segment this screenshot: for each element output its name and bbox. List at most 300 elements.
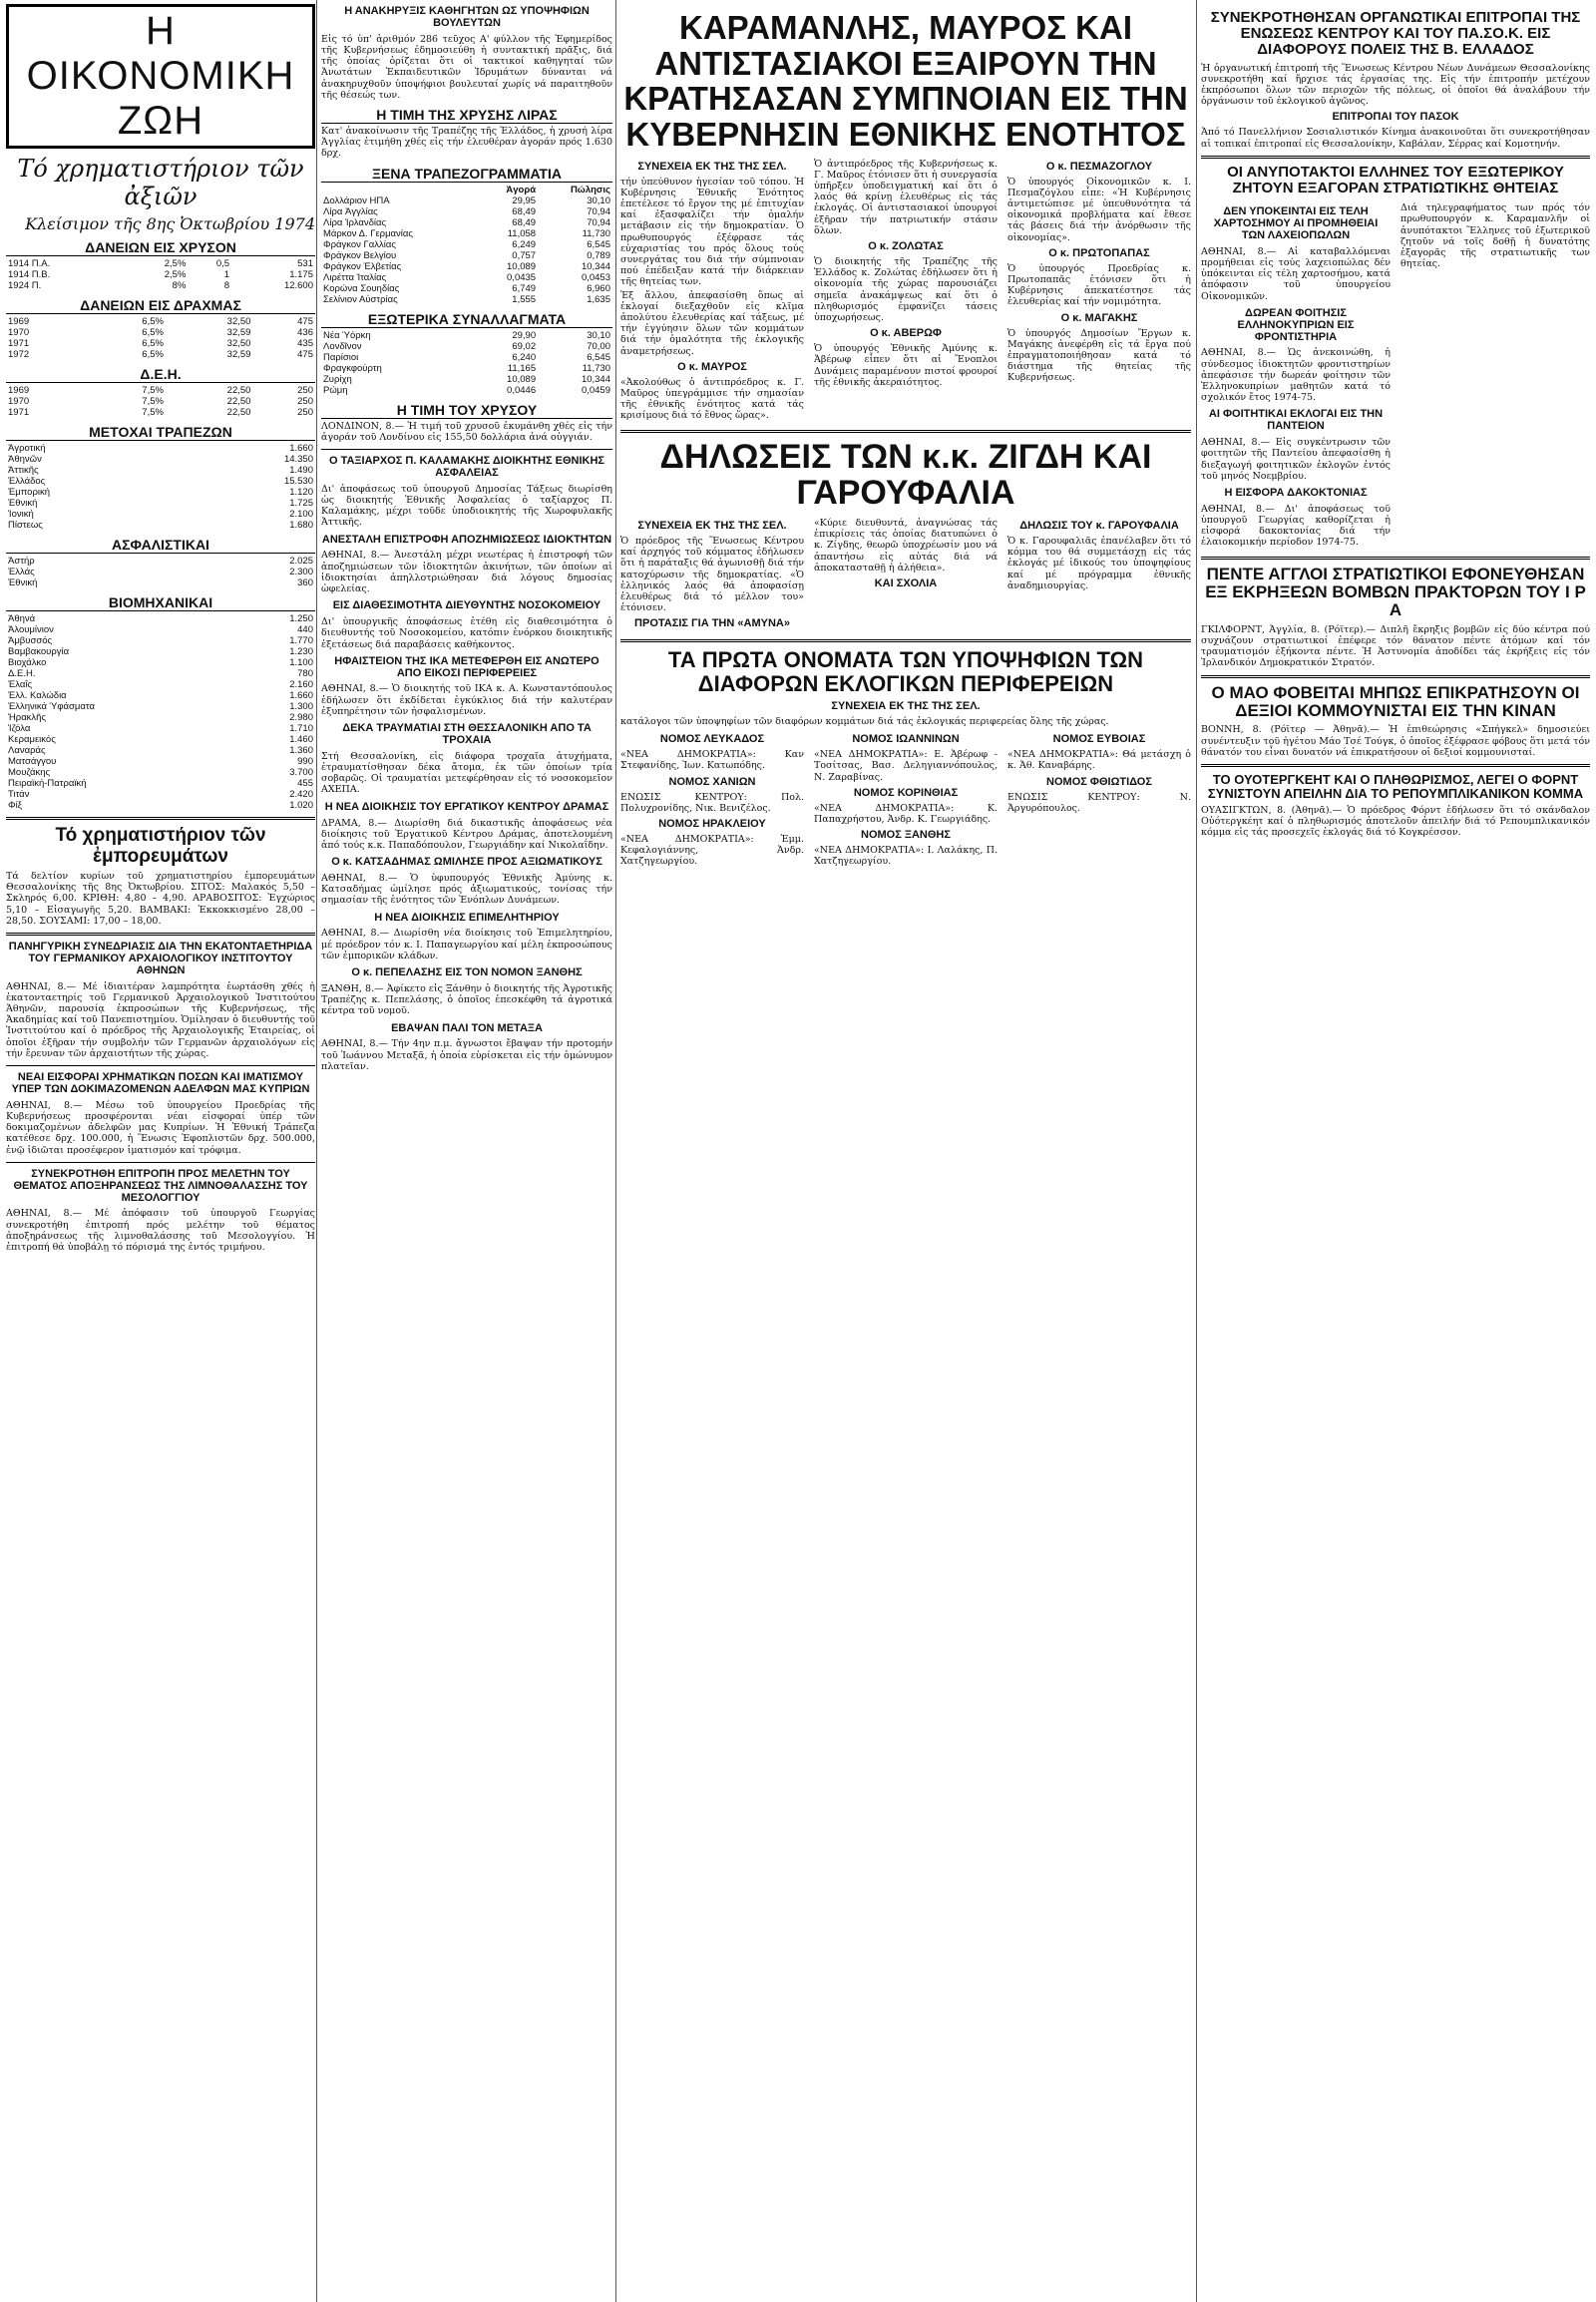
quote-row [6, 734, 315, 745]
news-briefs-column [321, 0, 612, 2302]
article-body: ΑΘΗΝΑΙ, 8.— Τήν 4ην π.μ. ἄγνωστοι ἔβαψαν τήν προτομήν τοῦ Ἰωάννου Μεταξᾶ, ἡ ὁποία εὑρίσκεται εἰς τήν ὁμώνυμον πλατεῖαν. [321, 1038, 612, 1072]
quote-row [6, 327, 315, 338]
article-body: Δι' ὑπουργικῆς ἀποφάσεως ἐτέθη εἰς διαθεσιμότητα ὁ διευθυντής τοῦ Νοσοκομείου, κατόπιν ἐνόρκου διοικητικῆς ἐξετάσεως διά παραβάσεις καθήκοντος. [321, 616, 612, 650]
table-cell: 6,545 [587, 351, 610, 363]
candidates-subcolumn [814, 729, 998, 869]
table-cell: Ἀλουμίνιον [8, 624, 54, 635]
column-separator [615, 0, 616, 2302]
article-body: ΑΘΗΝΑΙ, 8.— Ὡς ἀνεκοινώθη, ἡ σύνδεσμος ἰδιοκτητῶν φροντιστηρίων ἀπεφάσισε τήν δωρεάν φοίτησιν τῶν Ἑλληνοκυπρίων μαθητῶν κατά τό σχολικόν ἔτος 1974-75. [1201, 347, 1391, 404]
rate-row [321, 250, 612, 261]
table-cell: 455 [297, 778, 313, 789]
quote-row [6, 258, 315, 269]
table-cell: 22,50 [226, 396, 251, 407]
table-cell: 32,50 [226, 316, 251, 327]
article-headline: ΟΙ ΑΝΥΠΟΤΑΚΤΟΙ ΕΛΛΗΝΕΣ ΤΟΥ ΕΞΩΤΕΡΙΚΟΥ ΖΗΤΟΥΝ ΕΞΑΓΟΡΑΝ ΣΤΡΑΤΙΩΤΙΚΗΣ ΘΗΤΕΙΑΣ [1227, 163, 1564, 196]
quote-row [6, 756, 315, 767]
table-cell: Ἑλλ. Καλώδια [8, 690, 67, 701]
table-cell: 0,0435 [507, 271, 537, 283]
table-cell: 6,960 [587, 282, 610, 294]
candidates-headline: ΤΑ ΠΡΩΤΑ ΟΝΟΜΑΤΑ ΤΩΝ ΥΠΟΨΗΦΙΩΝ ΤΩΝ ΔΙΑΦΟΡΩΝ ΕΚΛΟΓΙΚΩΝ ΠΕΡΙΦΕΡΕΙΩΝ [667, 647, 1144, 697]
article-body: Ὁ ἀντιπρόεδρος τῆς Κυβερνήσεως κ. Γ. Μαῦρος ἐτόνισεν ὅτι ἡ συνεργασία ὑπῆρξεν ὑποδειγματική καί ὅτι ὁ λαός θά κρίνῃ ἐλευθέρως εἰς τάς ἐκλογάς. Οἱ ἀντιστασιακοί ὑπουργοί ἐξῆραν τήν πατριωτικήν στάσιν ὅλων. [814, 158, 998, 236]
article-headline: ΣΥΝΕΚΡΟΤΗΘΗΣΑΝ ΟΡΓΑΝΩΤΙΚΑΙ ΕΠΙΤΡΟΠΑΙ ΤΗΣ ΕΝΩΣΕΩΣ ΚΕΝΤΡΟΥ ΚΑΙ ΤΟΥ ΠΑ.ΣΟ.Κ. ΕΙΣ ΔΙΑΦΟΡΟΥΣ ΠΟΛΕΙΣ ΤΗΣ Β. ΕΛΛΑΔΟΣ [1210, 9, 1581, 59]
masthead-title: Η ΟΙΚΟΝΟΜΙΚΗ ΖΩΗ [6, 4, 315, 149]
table-cell: 1.660 [289, 690, 313, 701]
rate-row [321, 294, 612, 305]
continuation-label: ΣΥΝΕΧΕΙΑ ΕΚ ΤΗΣ ΤΗΣ ΣΕΛ. [831, 699, 981, 712]
table-cell: 0,0459 [581, 384, 610, 396]
gold-price-heading: Η ΤΙΜΗ ΤΟΥ ΧΡΥΣΟΥ [321, 402, 612, 419]
table-cell: 6,5% [142, 349, 164, 360]
table-cell: 10,344 [581, 260, 610, 272]
table-cell: Ἀθηνῶν [8, 454, 42, 465]
quote-row [6, 407, 315, 418]
table-cell: Μάρκον Δ. Γερμανίας [323, 227, 413, 239]
table-cell: 1.710 [289, 723, 313, 734]
table-cell: Δ.Ε.Η. [8, 668, 36, 679]
article-body: Ὁ κ. Γαρουφαλιᾶς ἐπανέλαβεν ὅτι τό κόμμα του θά συμμετάσχῃ εἰς τάς ἐκλογάς μέ ἰδικούς του ὑποψηφίους καί μέ πρόγραμμα ἐθνικῆς ἀναδημιουργίας. [1007, 536, 1191, 591]
candidate-list-text: ΕΝΩΣΙΣ ΚΕΝΤΡΟΥ: Ν. Ἀργυρόπουλος. [1007, 791, 1191, 814]
industrial-heading: ΒΙΟΜΗΧΑΝΙΚΑΙ [6, 594, 315, 611]
table-cell: 2,5% [164, 269, 187, 280]
table-cell: 2.420 [289, 789, 313, 800]
table-cell: 32,59 [226, 327, 251, 338]
banknotes-table [321, 185, 612, 305]
table-cell: Φίξ [8, 800, 22, 811]
table-cell: Ἰονική [8, 509, 34, 520]
table-cell: 11,058 [507, 227, 537, 239]
continuation-label: ΣΥΝΕΧΕΙΑ ΕΚ ΤΗΣ ΤΗΣ ΣΕΛ. [637, 520, 787, 532]
rate-row [321, 217, 612, 228]
table-cell: 0,5 [215, 258, 230, 269]
table-cell: 1,635 [587, 293, 610, 305]
table-cell: 2.160 [289, 679, 313, 690]
article-body: Διά τηλεγραφήματος των πρός τόν πρωθυπουργόν κ. Καραμανλῆν οἱ ἀνυπότακτοι Ἕλληνες τοῦ ἐξωτερικοῦ ζητοῦν νά τοῖς δοθῇ ἡ δυνατότης ἐξαγορᾶς τῆς στρατιωτικῆς των θητείας. [1400, 202, 1590, 270]
drachma-table [6, 316, 315, 360]
quote-row [6, 520, 315, 531]
divider [620, 430, 1191, 433]
stock-market-column [6, 0, 315, 2302]
table-cell: 1969 [8, 385, 30, 396]
table-cell: 2.025 [289, 556, 313, 567]
article-headline: ΑΝΕΣΤΑΛΗ ΕΠΙΣΤΡΟΦΗ ΑΠΟΖΗΜΙΩΣΕΩΣ ΙΔΙΟΚΤΗΤΩΝ [321, 533, 612, 546]
table-cell: Λαναράς [8, 745, 46, 756]
table-cell: 22,50 [226, 385, 251, 396]
rate-row [321, 352, 612, 363]
banks-heading: ΜΕΤΟΧΑΙ ΤΡΑΠΕΖΩΝ [6, 424, 315, 441]
table-cell: 7,5% [142, 385, 164, 396]
masthead-date: Κλείσιμον τῆς 8ης Ὀκτωβρίου 1974 [25, 214, 315, 233]
table-cell: Ἀττικῆς [8, 465, 39, 476]
article-headline: Η ΝΕΑ ΔΙΟΙΚΗΣΙΣ ΕΠΙΜΕΛΗΤΗΡΙΟΥ [374, 911, 560, 924]
article-headline: ΔΕΚΑ ΤΡΑΥΜΑΤΙΑΙ ΣΤΗ ΘΕΣΣΑΛΟΝΙΚΗ ΑΠΟ ΤΑ ΤΡΟΧΑΙΑ [342, 722, 592, 746]
banknotes-heading: ΞΕΝΑ ΤΡΑΠΕΖΟΓΡΑΜΜΑΤΙΑ [321, 166, 612, 183]
table-cell: Μουζάκης [8, 767, 51, 778]
rate-row [321, 272, 612, 283]
quote-row [6, 577, 315, 588]
article-headline: ΣΥΝΕΚΡΟΤΗΘΗ ΕΠΙΤΡΟΠΗ ΠΡΟΣ ΜΕΛΕΤΗΝ ΤΟΥ ΘΕΜΑΤΟΣ ΑΠΟΞΗΡΑΝΣΕΩΣ ΤΗΣ ΛΙΜΝΟΘΑΛΑΣΣΗΣ ΤΟΥ ΜΕΣΟΛΟΓΓΙΟΥ [13, 1167, 308, 1204]
article-body: ΑΘΗΝΑΙ, 8.— Μέσω τοῦ ὑπουργείου Προεδρίας τῆς Κυβερνήσεως προσφέρονται νέαι εἰσφοραί ὑπέρ τῶν δοκιμαζομένων ἀδελφῶν μας Κυπρίων. Ἡ Ἐθνική Τράπεζα κατέθεσε δρχ. 100.000, ἡ Ἕνωσις Ἐφοπλιστῶν δρχ. 500.000, ἐνῷ ἰδιῶται προσέφερον ἱματισμόν καί τρόφιμα. [6, 1099, 315, 1156]
table-cell: 1.100 [289, 657, 313, 668]
table-cell: 1970 [8, 396, 30, 407]
table-cell: 7,5% [142, 396, 164, 407]
quote-row [6, 487, 315, 498]
industrial-table [6, 613, 315, 811]
article-body: Ἡ ὀργανωτική ἐπιτροπή τῆς Ἕνωσεως Κέντρου Νέων Δυνάμεων Θεσσαλονίκης συνεκροτήθη καί ἤρχισε τάς ἐργασίας της. Εἰς τήν ἐπιτροπήν μετέχουν ἐκπρόσωποι ὅλων τῶν περιοχῶν τῆς πόλεως, οἱ ὁποῖοι θά ἀναλάβουν τήν ὀργάνωσιν τοῦ ἐκλογικοῦ ἀγῶνος. [1201, 62, 1590, 108]
article-headline: ΕΙΣ ΔΙΑΘΕΣΙΜΟΤΗΤΑ ΔΙΕΥΘΥΝΤΗΣ ΝΟΣΟΚΟΜΕΙΟΥ [332, 599, 601, 612]
world-news-column [1201, 0, 1590, 2302]
rate-row [321, 239, 612, 250]
table-cell: 15.530 [283, 476, 313, 487]
table-cell: 10,089 [507, 373, 537, 385]
article-body: ΑΘΗΝΑΙ, 8.— Ὁ διοικητής τοῦ ΙΚΑ κ. Α. Κωνσταντόπουλος ἐδήλωσεν ὅτι ἐκδίδεται ἐγκύκλιος διά τήν καλυτέραν ἐξυπηρέτησιν τῶν ἠσφαλισμένων. [321, 683, 612, 717]
article-body: ΑΘΗΝΑΙ, 8.— Ἀνεστάλη μέχρι νεωτέρας ἡ ἐπιστροφή τῶν ἀποζημιώσεων τῶν ἰδιοκτητῶν ἀκινήτων, τῶν ὁποίων αἱ ἰδιοκτησίαι ἀπηλλοτριώθησαν διά λόγους δημοσίας ὠφελείας. [321, 550, 612, 595]
table-cell: 68,49 [512, 205, 537, 217]
table-cell: Παρίσιοι [323, 351, 359, 363]
table-cell: Λίρα Ἀγγλίας [323, 205, 378, 217]
table-cell: 440 [297, 624, 313, 635]
masthead-subtitle: Τό χρηματιστήριον τῶν ἀξιῶν [17, 155, 304, 210]
table-cell: 14.350 [283, 454, 313, 465]
article-headline: ΤΟ ΟΥΟΤΕΡΓΚΕΗΤ ΚΑΙ Ο ΠΛΗΘΩΡΙΣΜΟΣ, ΛΕΓΕΙ Ο ΦΟΡΝΤ ΣΥΝΙΣΤΟΥΝ ΑΠΕΙΛΗΝ ΔΙΑ ΤΟ ΡΕΠΟΥΜΠΛΙΚΑΝΙΚΟΝ ΚΟΜΜΑ [1207, 771, 1584, 801]
candidate-list-text: «ΝΕΑ ΔΗΜΟΚΡΑΤΙΑ»: Ἐμμ. Κεφαλογιάννης, Ἀνδρ. Χατζηγεωργίου. [620, 833, 804, 868]
insurance-table [6, 556, 315, 588]
article-body: Ὁ ὑπουργός Δημοσίων Ἔργων κ. Μαγάκης ἀνεφέρθη εἰς τά ἔργα πού ἐπραγματοποιήθησαν κατά τό διάστημα τῆς θητείας τῆς Κυβερνήσεως. [1007, 327, 1191, 384]
divider [6, 933, 315, 936]
rate-row [321, 195, 612, 206]
divider [1201, 675, 1590, 678]
rate-row [321, 330, 612, 341]
table-cell: Λίρα Ἰρλανδίας [323, 216, 387, 228]
table-cell: 1.460 [289, 734, 313, 745]
drachma-heading: ΔΑΝΕΙΩΝ ΕΙΣ ΔΡΑΧΜΑΣ [6, 297, 315, 314]
table-cell: 435 [297, 338, 313, 349]
article-body: ΑΘΗΝΑΙ, 8.— Διωρίσθη νέα διοίκησις τοῦ Ἐπιμελητηρίου, μέ πρόεδρον τόν κ. Ι. Παπαγεωργίου καί μέλη ἐκπροσώπους τῶν ἐμπορικῶν κλάδων. [321, 928, 612, 961]
table-cell: 2,5% [164, 258, 187, 269]
table-cell: Κορώνα Σουηδίας [323, 282, 400, 294]
article-body: Ὁ ὑπουργός Οἰκονομικῶν κ. Ι. Πεσμαζόγλου εἶπε: «Ἡ Κυβέρνησις ἀντιμετώπισε μέ ὑπευθυνότητα τά οἰκονομικά προβλήματα καί ἔθεσε τάς βάσεις διά τήν ἀνόρθωσιν τῆς οἰκονομίας». [1007, 176, 1191, 243]
quote-row [6, 269, 315, 280]
statements-article [620, 516, 1191, 633]
subheading: ΠΡΟΤΑΣΙΣ ΓΙΑ ΤΗΝ «ΑΜΥΝΑ» [634, 617, 790, 630]
table-cell: 12.600 [283, 280, 313, 291]
article-body: Στή Θεσσαλονίκη, εἰς διάφορα τροχαῖα ἀτυχήματα, ἐτραυματίσθησαν δέκα ἄτομα, ἐκ τῶν ὁποίων τρία σοβαρῶς. Οἱ τραυματίαι μετεφέρθησαν εἰς τό νοσοκομεῖον ΑΧΕΠΑ. [321, 750, 612, 796]
article-headline: Ο κ. ΠΕΠΕΛΑΣΗΣ ΕΙΣ ΤΟΝ ΝΟΜΟΝ ΞΑΝΘΗΣ [351, 966, 583, 979]
table-cell: Ἑλλάς [8, 567, 35, 577]
table-cell: 6,249 [512, 238, 537, 250]
table-cell: 1.120 [289, 487, 313, 498]
foreign-exchange-table [321, 330, 612, 396]
prefecture-name: ΝΟΜΟΣ ΞΑΝΘΗΣ [861, 829, 951, 842]
table-cell: 30,10 [587, 329, 610, 341]
quote-row [6, 745, 315, 756]
article-body: ΑΘΗΝΑΙ, 8.— Δι' ἀποφάσεως τοῦ ὑπουργοῦ Γεωργίας καθορίζεται ἡ εἰσφορά δακοκτονίας διά τήν ἐλαιοκομικήν περίοδον 1974-75. [1201, 503, 1391, 549]
article-headline: ΝΕΑΙ ΕΙΣΦΟΡΑΙ ΧΡΗΜΑΤΙΚΩΝ ΠΟΣΩΝ ΚΑΙ ΙΜΑΤΙΣΜΟΥ ΥΠΕΡ ΤΩΝ ΔΟΚΙΜΑΖΟΜΕΝΩΝ ΑΔΕΛΦΩΝ ΜΑΣ ΚΥΠΡΙΩΝ [11, 1071, 310, 1095]
prefecture-name: ΝΟΜΟΣ ΚΟΡΙΝΘΙΑΣ [853, 786, 959, 799]
prefecture-name: ΝΟΜΟΣ ΕΥΒΟΙΑΣ [1052, 733, 1146, 746]
table-cell: Βιοχάλκο [8, 657, 47, 668]
article-headline: Η ΑΝΑΚΗΡΥΞΙΣ ΚΑΘΗΓΗΤΩΝ ΩΣ ΥΠΟΨΗΦΙΩΝ ΒΟΥΛΕΥΤΩΝ [344, 5, 590, 29]
article-body: ΑΘΗΝΑΙ, 8.— Μέ ἀπόφασιν τοῦ ὑπουργοῦ Γεωργίας συνεκροτήθη ἐπιτροπή πρός μελέτην τοῦ θέματος ἀποξηράνσεως τῆς λιμνοθαλάσσης τοῦ Μεσολογγίου. Ἡ ἐπιτροπή θά ὑποβάλῃ τό πόρισμά της ἐντός τριμήνου. [6, 1208, 315, 1254]
article-headline: Η ΕΙΣΦΟΡΑ ΔΑΚΟΚΤΟΝΙΑΣ [1224, 487, 1368, 499]
table-cell: 2.300 [289, 567, 313, 577]
subheading: ΔΗΛΩΣΙΣ ΤΟΥ κ. ΓΑΡΟΥΦΑΛΙΑ [1019, 520, 1179, 532]
article-headline: Η ΝΕΑ ΔΙΟΙΚΗΣΙΣ ΤΟΥ ΕΡΓΑΤΙΚΟΥ ΚΕΝΤΡΟΥ ΔΡΑΜΑΣ [324, 800, 609, 813]
table-cell: 2.100 [289, 509, 313, 520]
table-cell: 0,757 [512, 249, 537, 261]
table-cell: 29,95 [512, 194, 537, 206]
table-cell: 11,730 [582, 362, 610, 374]
table-cell: 70,94 [587, 205, 610, 217]
subheading: Ο κ. ΜΑΥΡΟΣ [677, 360, 747, 373]
table-cell: Ματσάγγου [8, 756, 57, 767]
loans-heading: ΔΑΝΕΙΩΝ ΕΙΣ ΧΡΥΣΟΝ [6, 239, 315, 256]
rate-row [321, 228, 612, 239]
gold-sovereign-heading: Η ΤΙΜΗ ΤΗΣ ΧΡΥΣΗΣ ΛΙΡΑΣ [321, 107, 612, 124]
main-news-column [620, 0, 1191, 2302]
table-cell: 1924 Π. [8, 280, 42, 291]
table-cell: Ἀγροτική [8, 443, 46, 454]
quote-row [6, 465, 315, 476]
article-body: Ὁ ὑπουργός Προεδρίας κ. Πρωτοπαπᾶς ἐτόνισεν ὅτι ἡ Κυβέρνησις ἀπεκατέστησε τάς ἐλευθερίας καί τήν νομιμότητα. [1007, 262, 1191, 308]
table-cell: 6,5% [142, 327, 164, 338]
table-cell: Τιτάν [8, 789, 30, 800]
quote-row [6, 800, 315, 811]
table-cell: 250 [297, 385, 313, 396]
table-cell: 10,344 [581, 373, 610, 385]
table-cell: Φραγκφούρτη [323, 362, 382, 374]
article-headline: ΑΙ ΦΟΙΤΗΤΙΚΑΙ ΕΚΛΟΓΑΙ ΕΙΣ ΤΗΝ ΠΑΝΤΕΙΟΝ [1208, 408, 1384, 433]
table-cell: 3.700 [289, 767, 313, 778]
table-cell: 6,749 [512, 282, 537, 294]
rate-row [321, 363, 612, 374]
table-cell: 1972 [8, 349, 30, 360]
goods-text: Τά δελτίον κυρίων τοῦ χρηματιστηρίου ἐμπορευμάτων Θεσσαλονίκης τῆς 8ης Ὀκτωβρίου. ΣΙΤΟΣ: Μαλακός 5,50 – Σκληρός 6,00. ΚΡΙΘΗ: 4,80 – 4,90. ΑΡΑΒΟΣΙΤΟΣ: Ἐγχώριος 5,10 – Εἰσαγωγῆς 5,20. ΒΑΜΒΑΚΙ: Ἐκκοκκισμένο 28,00 – 28,50. ΣΟΥΣΑΜΙ: 17,00 – 18,00. [6, 871, 315, 927]
table-cell: Φράγκον Γαλλίας [323, 238, 396, 250]
quote-row [6, 476, 315, 487]
table-cell: 1.020 [289, 800, 313, 811]
table-cell: 22,50 [226, 407, 251, 418]
lead-article [620, 157, 1191, 424]
table-cell: 1.360 [289, 745, 313, 756]
candidates-subcolumn [620, 729, 804, 869]
article-body: Ὁ ὑπουργός Ἐθνικῆς Ἀμύνης κ. Ἀβέρωφ εἶπεν ὅτι αἱ Ἔνοπλοι Δυνάμεις παραμένουν πιστοί φρουροί τῆς ἐθνικῆς ἀκεραιότητος. [814, 343, 998, 388]
table-cell: 1.660 [289, 443, 313, 454]
article-headline: ΔΩΡΕΑΝ ΦΟΙΤΗΣΙΣ ΕΛΛΗΝΟΚΥΠΡΙΩΝ ΕΙΣ ΦΡΟΝΤΙΣΤΗΡΙΑ [1237, 306, 1355, 343]
quote-row [6, 509, 315, 520]
quote-row [6, 316, 315, 327]
table-cell: 0,789 [587, 249, 610, 261]
table-cell: 1971 [8, 338, 30, 349]
prefecture-name: ΝΟΜΟΣ ΦΘΙΩΤΙΔΟΣ [1046, 775, 1152, 788]
table-cell: 990 [297, 756, 313, 767]
table-cell: 32,59 [226, 349, 251, 360]
subheading: Ο κ. ΖΟΛΩΤΑΣ [868, 239, 944, 252]
divider [6, 817, 315, 820]
article-headline: Ο ΜΑΟ ΦΟΒΕΙΤΑΙ ΜΗΠΩΣ ΕΠΙΚΡΑΤΗΣΟΥΝ ΟΙ ΔΕΞΙΟΙ ΚΟΜΜΟΥΝΙΣΤΑΙ ΕΙΣ ΤΗΝ ΚΙΝΑΝ [1211, 682, 1580, 720]
divider [321, 449, 612, 450]
table-cell: Λονδῖνον [323, 340, 362, 352]
table-cell: Νέα Ὑόρκη [323, 329, 371, 341]
quote-row [6, 635, 315, 646]
table-cell: 1.770 [289, 635, 313, 646]
table-cell: 2.980 [289, 712, 313, 723]
table-cell: 70,94 [587, 216, 610, 228]
table-cell: 1.490 [289, 465, 313, 476]
table-cell: 1971 [8, 407, 30, 418]
table-cell: 1.680 [289, 520, 313, 531]
table-cell: Φράγκον Βελγίου [323, 249, 397, 261]
article-headline: Ο ΤΑΞΙΑΡΧΟΣ Π. ΚΑΛΑΜΑΚΗΣ ΔΙΟΙΚΗΤΗΣ ΕΘΝΙΚΗΣ ΑΣΦΑΛΕΙΑΣ [328, 454, 605, 479]
article-headline: ΔΕΝ ΥΠΟΚΕΙΝΤΑΙ ΕΙΣ ΤΕΛΗ ΧΑΡΤΟΣΗΜΟΥ ΑΙ ΠΡΟΜΗΘΕΙΑΙ ΤΩΝ ΛΑΧΕΙΟΠΩΛΩΝ [1213, 205, 1379, 241]
candidate-list-text: «ΝΕΑ ΔΗΜΟΚΡΑΤΙΑ»: Ι. Λαλάκης, Π. Χατζηγεωργίου. [814, 845, 998, 868]
quote-row [6, 701, 315, 712]
candidate-list-text: «ΝΕΑ ΔΗΜΟΚΡΑΤΙΑ»: Κ. Παπαχρήστου, Ἀνδρ. Κ. Γεωργιάδης. [814, 802, 998, 825]
article-headline: ΗΦΑΙΣΤΕΙΟΝ ΤΗΣ ΙΚΑ ΜΕΤΕΦΕΡΘΗ ΕΙΣ ΑΝΩΤΕΡΟ ΑΠΟ ΕΙΚΟΣΙ ΠΕΡΙΦΕΡΕΙΕΣ [334, 654, 599, 679]
quote-row [6, 668, 315, 679]
table-cell: 1969 [8, 316, 30, 327]
table-cell: Πίστεως [8, 520, 43, 531]
divider [620, 639, 1191, 642]
rate-row [321, 283, 612, 294]
quote-row [6, 646, 315, 657]
gold-price-text: ΛΟΝΔΙΝΟΝ, 8.— Ἡ τιμή τοῦ χρυσοῦ ἐκυμάνθη χθές εἰς τήν ἀγοράν τοῦ Λονδίνου εἰς 155,50 δολλάρια ἀνά οὐγγιάν. [321, 420, 612, 443]
quote-row [6, 624, 315, 635]
quote-row [6, 556, 315, 567]
table-cell: Ἰζόλα [8, 723, 31, 734]
article-body: ΞΑΝΘΗ, 8.— Ἀφίκετο εἰς Ξάνθην ὁ διοικητής τῆς Ἀγροτικῆς Τραπέζης κ. Πεπελάσης, ὁ ὁποῖος ἐπεσκέφθη τά ἀγροτικά κέντρα τοῦ νομοῦ. [321, 982, 612, 1017]
table-cell: 11,730 [582, 227, 610, 239]
candidate-list-text: «ΝΕΑ ΔΗΜΟΚΡΑΤΙΑ»: Θά μετάσχη ὁ κ. Ἀθ. Καναβάρης. [1007, 749, 1191, 772]
table-cell: Ἐλαΐς [8, 679, 33, 690]
continuation-label: ΣΥΝΕΧΕΙΑ ΕΚ ΤΗΣ ΤΗΣ ΣΕΛ. [637, 160, 787, 173]
article-body: Ἐξ ἄλλου, ἀπεφασίσθη ὅπως αἱ ἐκλογαί διεξαχθοῦν εἰς κλῖμα ἀπολύτου ἐλευθερίας καί τάξεως, μέ τήν ἐγγύησιν ὅλων τῶν κομμάτων διά τήν ὁμαλότητα τῆς ἐκλογικῆς ἀναμετρήσεως. [620, 289, 804, 357]
subheading: Ο κ. ΜΑΓΑΚΗΣ [1060, 311, 1138, 324]
article-body: «Κύριε διευθυντά, ἀναγνώσας τάς ἐπικρίσεις τάς ὁποίας διατυπώνει ὁ κ. Ζίγδης, θεωρῶ ὑποχρέωσίν μου νά ἀπαντήσω εἰς αὐτάς διά νά ἀποκατασταθῇ ἡ ἀλήθεια». [814, 518, 998, 574]
candidates-subcolumn [1007, 729, 1191, 869]
table-cell: 436 [297, 327, 313, 338]
article-body: Ὁ διοικητής τῆς Τραπέζης τῆς Ἑλλάδος κ. Ζολώτας ἐδήλωσεν ὅτι ἡ οἰκονομία τῆς χώρας παρουσιάζει σημεῖα ἀνακάμψεως καί ὅτι ὁ πληθωρισμός ἐμφανίζει τάσεις ὑποχωρήσεως. [814, 255, 998, 323]
table-cell: 32,50 [226, 338, 251, 349]
divider [6, 1065, 315, 1066]
table-cell: 1.300 [289, 701, 313, 712]
table-cell: 70,00 [587, 340, 610, 352]
article-body: ΑΘΗΝΑΙ, 8.— Ὁ ὑφυπουργός Ἐθνικῆς Ἀμύνης κ. Κατσαδήμας ὡμίλησε πρός ἀξιωματικούς, τονίσας τήν σημασίαν τῆς ἑνότητος τῶν Ἐνόπλων Δυνάμεων. [321, 873, 612, 907]
table-cell: 68,49 [512, 216, 537, 228]
table-cell: Ἀθηνά [8, 613, 36, 624]
quote-row [6, 454, 315, 465]
article-body: Δι' ἀποφάσεως τοῦ ὑπουργοῦ Δημοσίας Τάξεως διωρίσθη ὡς διοικητής Ἐθνικῆς Ἀσφαλείας ὁ ταξίαρχος Π. Καλαμάκης, μέχρι τοῦδε ὑποδιοικητής τῆς Χωροφυλακῆς Ἀττικῆς. [321, 483, 612, 529]
prefecture-name: ΝΟΜΟΣ ΛΕΥΚΑΔΟΣ [659, 733, 765, 746]
table-header-cell: Ἀγορά [506, 184, 537, 195]
rate-row [321, 206, 612, 217]
column-separator [1196, 0, 1197, 2302]
table-cell: 1914 Π.Α. [8, 258, 51, 269]
article-body: Ὁ πρόεδρος τῆς Ἕνωσεως Κέντρου καί ἀρχηγός τοῦ κόμματος ἐδήλωσεν ὅτι ἡ παράταξις θά ἀγωνισθῇ διά τήν κατοχύρωσιν τῆς δημοκρατίας. «Ὁ ἑλληνικός λαός θά ἀποφασίσῃ ἐλευθέρως διά τό μέλλον του» ἐτόνισεν. [620, 536, 804, 614]
table-cell: 8 [223, 280, 230, 291]
table-cell: 531 [297, 258, 313, 269]
quote-row [6, 349, 315, 360]
table-cell: 6,5% [142, 316, 164, 327]
table-cell: 475 [297, 316, 313, 327]
table-cell: Λιρέττα Ἰταλίας [323, 271, 387, 283]
article-body: ΟΥΑΣΙΓΚΤΩΝ, 8. (Ἀθηνᾶ).— Ὁ πρόεδρος Φόρντ ἐδήλωσεν ὅτι τό σκάνδαλον Οὐότεργκέητ καί ὁ πληθωρισμός ἀποτελοῦν ἀπειλήν διά τό Ρεπουμπλικανικόν κόμμα εἰς τάς προσεχεῖς ἐκλογάς διά τό Κογκρέσσον. [1201, 804, 1590, 839]
candidate-list-text: «ΝΕΑ ΔΗΜΟΚΡΑΤΙΑ»: Καν Στεφανίδης, Ἰων. Κατωπόδης. [620, 749, 804, 772]
table-cell: 69,02 [512, 340, 537, 352]
table-header-row [321, 185, 612, 195]
table-cell: Ζυρίχη [323, 373, 352, 385]
table-cell: 30,10 [587, 194, 610, 206]
quote-row [6, 712, 315, 723]
article-headline: ΕΒΑΨΑΝ ΠΑΛΙ ΤΟΝ ΜΕΤΑΞΑ [391, 1021, 543, 1034]
article-body: ΔΡΑΜΑ, 8.— Διωρίσθη διά δικαστικῆς ἀποφάσεως νέα διοίκησις τοῦ Ἐργατικοῦ Κέντρου Δράμας, ἀποτελουμένη ἀπό τούς κ.κ. Παπαδόπουλον, Γεωργιάδην καί Νικολαΐδην. [321, 817, 612, 851]
quote-row [6, 679, 315, 690]
table-cell: Βαμβακουργία [8, 646, 70, 657]
table-cell: Πειραϊκή-Πατραϊκή [8, 778, 87, 789]
table-cell: 360 [297, 577, 313, 588]
subheading: ΚΑΙ ΣΧΟΛΙΑ [874, 577, 938, 590]
lead-headline: ΚΑΡΑΜΑΝΛΗΣ, ΜΑΥΡΟΣ ΚΑΙ ΑΝΤΙΣΤΑΣΙΑΚΟΙ ΕΞΑΙΡΟΥΝ ΤΗΝ ΚΡΑΤΗΣΑΣΑΝ ΣΥΜΠΝΟΙΑΝ ΕΙΣ ΤΗΝ ΚΥΒΕΡΝΗΣΙΝ ΕΘΝΙΚΗΣ ΕΝΟΤΗΤΟΣ [623, 9, 1188, 153]
table-header-cell: Πώλησις [570, 184, 610, 195]
article-body: τήν ὑπεύθυνον ἡγεσίαν τοῦ τόπου. Ἡ Κυβέρνησις Ἐθνικῆς Ἑνότητος ἐπετέλεσε τό ἔργον της μέ ἐπιτυχίαν καί ἐξασφαλίζει τήν ὁμαλήν μετάβασιν εἰς τήν δημοκρατίαν. Ὁ πρωθυπουργός ἐξέφρασε τάς εὐχαριστίας του πρός ὅλους τούς συνεργάτας του διά τήν σύμπνοιαν πού ἐπέδειξαν κατά τήν διάρκειαν τῆς θητείας των. [620, 176, 804, 288]
table-cell: Ἐθνική [8, 498, 38, 509]
candidate-list-text: ΕΝΩΣΙΣ ΚΕΝΤΡΟΥ: Πολ. Πολυχρονίδης, Νικ. Βενιζέλος. [620, 791, 804, 814]
table-cell: 11,165 [507, 362, 537, 374]
quote-row [6, 338, 315, 349]
table-cell: Ἀστήρ [8, 556, 35, 567]
statements-headline: ΔΗΛΩΣΕΙΣ ΤΩΝ κ.κ. ΖΙΓΔΗ ΚΑΙ ΓΑΡΟΥΦΑΛΙΑ [659, 437, 1152, 513]
quote-row [6, 280, 315, 291]
subheading: Ο κ. ΑΒΕΡΩΦ [870, 327, 942, 340]
table-cell: 8% [172, 280, 187, 291]
divider [6, 1162, 315, 1163]
article-headline: ΠΑΝΗΓΥΡΙΚΗ ΣΥΝΕΔΡΙΑΣΙΣ ΔΙΑ ΤΗΝ ΕΚΑΤΟΝΤΑΕΤΗΡΙΔΑ ΤΟΥ ΓΕΡΜΑΝΙΚΟΥ ΑΡΧΑΙΟΛΟΓΙΚΟΥ ΙΝΣΤΙΤΟΥΤΟΥ ΑΘΗΝΩΝ [8, 941, 313, 976]
prefecture-name: ΝΟΜΟΣ ΗΡΑΚΛΕΙΟΥ [658, 817, 766, 830]
goods-heading: Τό χρηματιστήριον τῶν ἐμπορευμάτων [55, 825, 266, 867]
rate-row [321, 261, 612, 272]
article-body: ΒΟΝΝΗ, 8. (Ρόϊτερ — Ἀθηνᾶ).— Ἡ ἐπιθεώρησις «Σπήγκελ» δημοσιεύει συνέντευξιν τοῦ ἡγέτου Μάο Τσέ Τούγκ, ὁ ὁποῖος ἐξέφρασε φόβους ὅτι μετά τόν θάνατόν του εἶναι δυνατόν νά ἐπικρατήσουν οἱ δεξιοί κομμουνισταί. [1201, 724, 1590, 758]
article-body: ΑΘΗΝΑΙ, 8.— Αἱ καταβαλλόμεναι προμήθειαι εἰς τούς λαχειοπώλας δέν ὑπόκεινται εἰς τέλη χαρτοσήμου, κατά ἀπόφασιν τοῦ ὑπουργείου Οἰκονομικῶν. [1201, 245, 1391, 302]
table-header-cell [321, 185, 481, 195]
table-cell: 6,240 [512, 351, 537, 363]
table-cell: 1914 Π.Β. [8, 269, 51, 280]
table-cell: 780 [297, 668, 313, 679]
quote-row [6, 613, 315, 624]
table-cell: Ἐθνική [8, 577, 38, 588]
quote-row [6, 657, 315, 668]
banks-table [6, 443, 315, 531]
table-cell: 29,90 [512, 329, 537, 341]
quote-row [6, 385, 315, 396]
candidate-list-text: «ΝΕΑ ΔΗΜΟΚΡΑΤΙΑ»: Ε. Ἀβέρωφ - Τοσίτσας, Βασ. Δεληγιαννόπουλος, Ν. Ζαραβίνας. [814, 749, 998, 783]
subheading: Ο κ. ΠΕΣΜΑΖΟΓΛΟΥ [1045, 160, 1153, 173]
article-headline: ΠΕΝΤΕ ΑΓΓΛΟΙ ΣΤΡΑΤΙΩΤΙΚΟΙ ΕΦΟΝΕΥΘΗΣΑΝ ΕΞ ΕΚΡΗΞΕΩΝ ΒΟΜΒΩΝ ΠΡΑΚΤΟΡΩΝ ΤΟΥ Ι Ρ Α [1205, 564, 1586, 620]
article-body: ΓΚΙΛΦΟΡΝΤ, Ἀγγλία, 8. (Ρόϊτερ).— Διπλῆ ἔκρηξις βομβῶν εἰς δύο κέντρα πού συχνάζουν στρατιωτικοί ἐπέφερε τόν θάνατον πέντε ἀτόμων καί τόν τραυματισμόν ἑξήκοντα πέντε. Ἡ Ἀστυνομία ἀποδίδει τάς ἐκρήξεις εἰς τόν Ἰρλανδικόν Δημοκρατικόν Στρατόν. [1201, 623, 1590, 669]
article-body: ΑΘΗΝΑΙ, 8.— Εἰς συγκέντρωσιν τῶν φοιτητῶν τῆς Παντείου ἀπεφασίσθη ἡ διεξαγωγή φοιτητικῶν ἐκλογῶν ἐντός τοῦ μηνός Νοεμβρίου. [1201, 437, 1391, 482]
quote-row [6, 778, 315, 789]
table-cell: Ἑλλάδος [8, 476, 46, 487]
candidates-list [620, 729, 1191, 869]
column-separator [316, 0, 317, 2302]
quote-row [6, 443, 315, 454]
quote-row [6, 498, 315, 509]
rate-row [321, 374, 612, 385]
table-cell: 1.230 [289, 646, 313, 657]
two-column-block [1201, 200, 1590, 551]
prefecture-name: ΝΟΜΟΣ ΙΩΑΝΝΙΝΩΝ [852, 733, 960, 746]
rate-row [321, 341, 612, 352]
deh-heading: Δ.Ε.Η. [6, 366, 315, 383]
divider [1201, 156, 1590, 159]
